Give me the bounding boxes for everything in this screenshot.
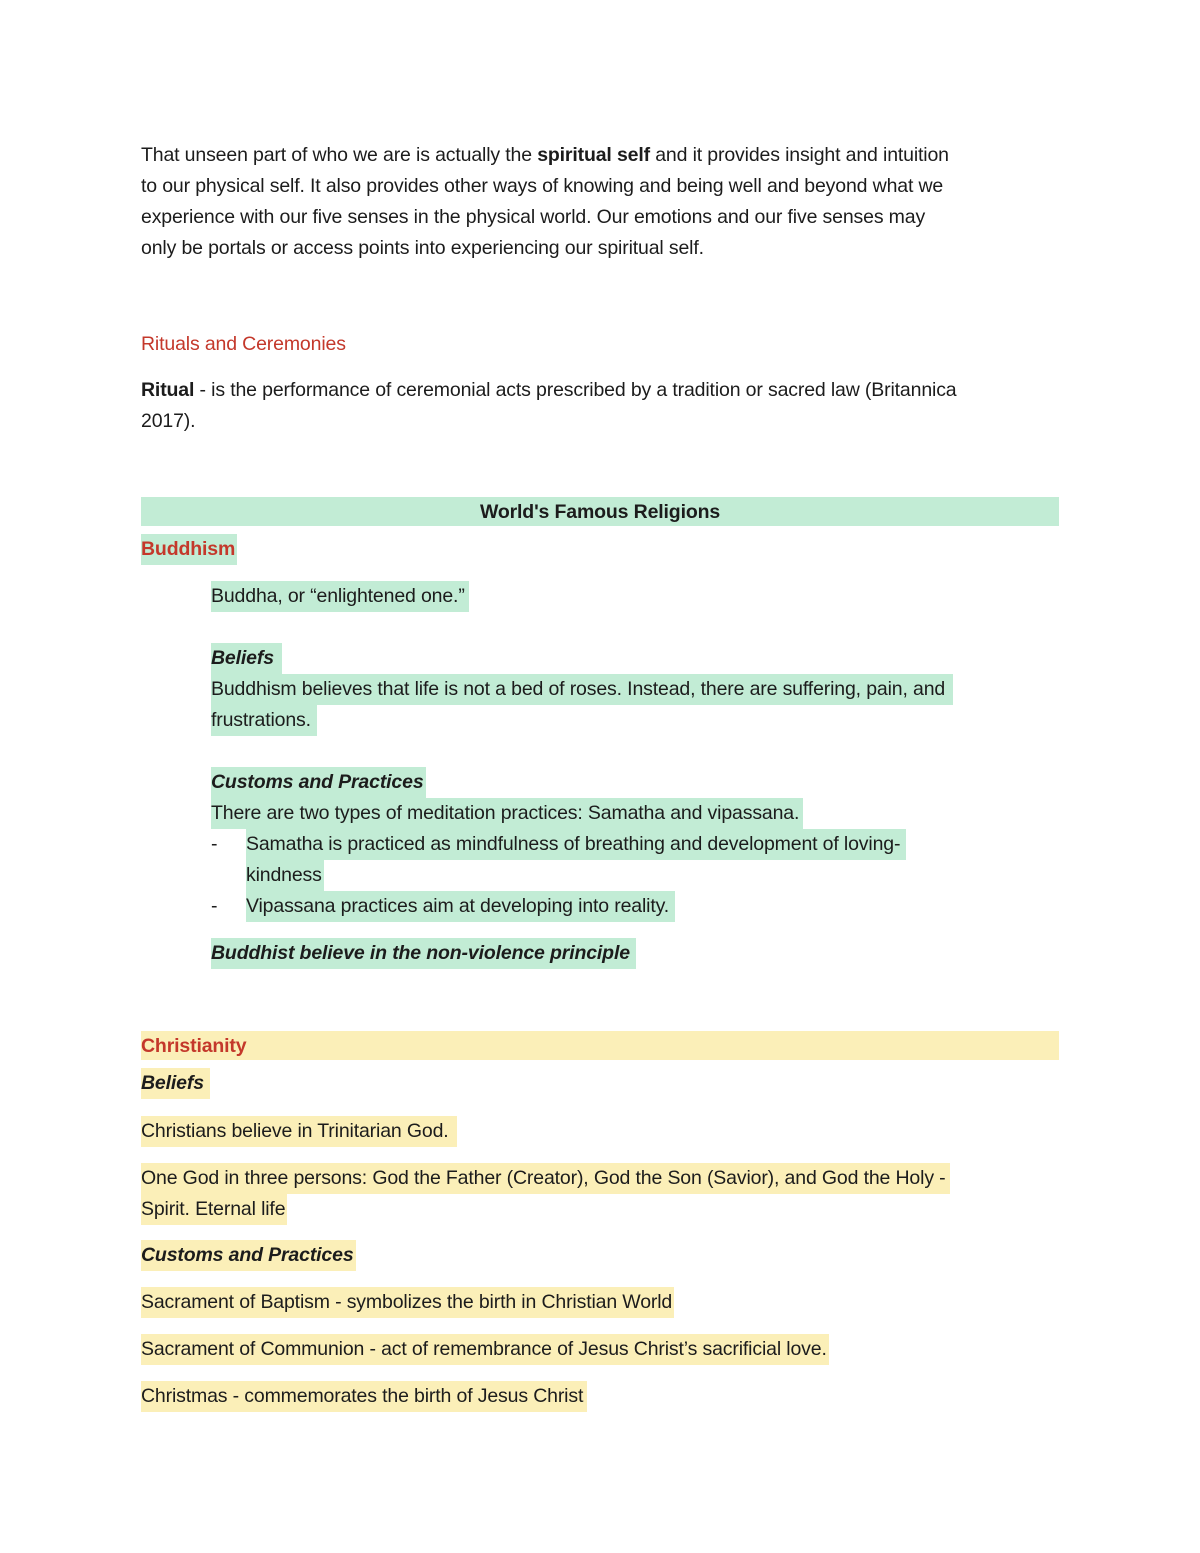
christianity-heading-bar bbox=[141, 1031, 1059, 1060]
buddhism-customs-intro: There are two types of meditation practices: Samatha and vipassana. bbox=[211, 798, 803, 829]
christianity-custom-baptism: Sacrament of Baptism - symbolizes the birth in Christian World bbox=[141, 1287, 674, 1318]
christianity-belief-2-line-2: Spirit. Eternal life bbox=[141, 1194, 287, 1225]
christianity-belief-1: Christians believe in Trinitarian God. bbox=[141, 1116, 457, 1147]
intro-text: That unseen part of who we are is actually the bbox=[141, 144, 538, 166]
ritual-definition: - is the performance of ceremonial acts prescribed by a tradition or sacred law (Britannica bbox=[194, 379, 957, 401]
list-item-samatha-line-1: Samatha is practiced as mindfulness of breathing and development of loving- bbox=[246, 829, 906, 860]
non-violence-principle: Buddhist believe in the non-violence principle bbox=[211, 938, 636, 969]
christianity-beliefs-heading: Beliefs bbox=[141, 1068, 210, 1099]
list-bullet: - bbox=[211, 833, 218, 855]
christianity-customs-heading: Customs and Practices bbox=[141, 1240, 356, 1271]
buddhism-beliefs-line-2: frustrations. bbox=[211, 705, 317, 736]
intro-line-2: to our physical self. It also provides other ways of knowing and being well and beyond what we bbox=[141, 175, 944, 197]
buddhism-beliefs-heading: Beliefs bbox=[211, 643, 282, 674]
buddhism-heading: Buddhism bbox=[141, 534, 237, 565]
spiritual-self-term: spiritual self bbox=[537, 144, 650, 166]
intro-line-4: only be portals or access points into experiencing our spiritual self. bbox=[141, 237, 704, 259]
ritual-definition-line-1 bbox=[141, 375, 957, 406]
christianity-custom-christmas: Christmas - commemorates the birth of Jesus Christ bbox=[141, 1381, 587, 1412]
intro-text: and it provides insight and intuition bbox=[649, 144, 949, 166]
christianity-belief-2-line-1: One God in three persons: God the Father (Creator), God the Son (Savior), and God the Holy - bbox=[141, 1163, 950, 1194]
buddhism-customs-heading: Customs and Practices bbox=[211, 767, 426, 798]
table-title: World's Famous Religions bbox=[479, 501, 721, 523]
list-bullet: - bbox=[211, 895, 218, 917]
ritual-definition-line-2: 2017). bbox=[141, 410, 196, 432]
intro-line-1 bbox=[141, 140, 949, 171]
ritual-term: Ritual bbox=[141, 379, 195, 401]
list-item-samatha-line-2: kindness bbox=[246, 860, 324, 891]
intro-line-3: experience with our five senses in the physical world. Our emotions and our five senses may bbox=[141, 206, 926, 228]
list-item-vipassana: Vipassana practices aim at developing into reality. bbox=[246, 891, 675, 922]
buddha-meaning: Buddha, or “enlightened one.” bbox=[211, 581, 469, 612]
christianity-heading: Christianity bbox=[141, 1035, 247, 1057]
christianity-custom-communion: Sacrament of Communion - act of remembrance of Jesus Christ’s sacrificial love. bbox=[141, 1334, 829, 1365]
rituals-heading: Rituals and Ceremonies bbox=[141, 333, 346, 355]
buddhism-beliefs-line-1: Buddhism believes that life is not a bed of roses. Instead, there are suffering, pain, and bbox=[211, 674, 953, 705]
